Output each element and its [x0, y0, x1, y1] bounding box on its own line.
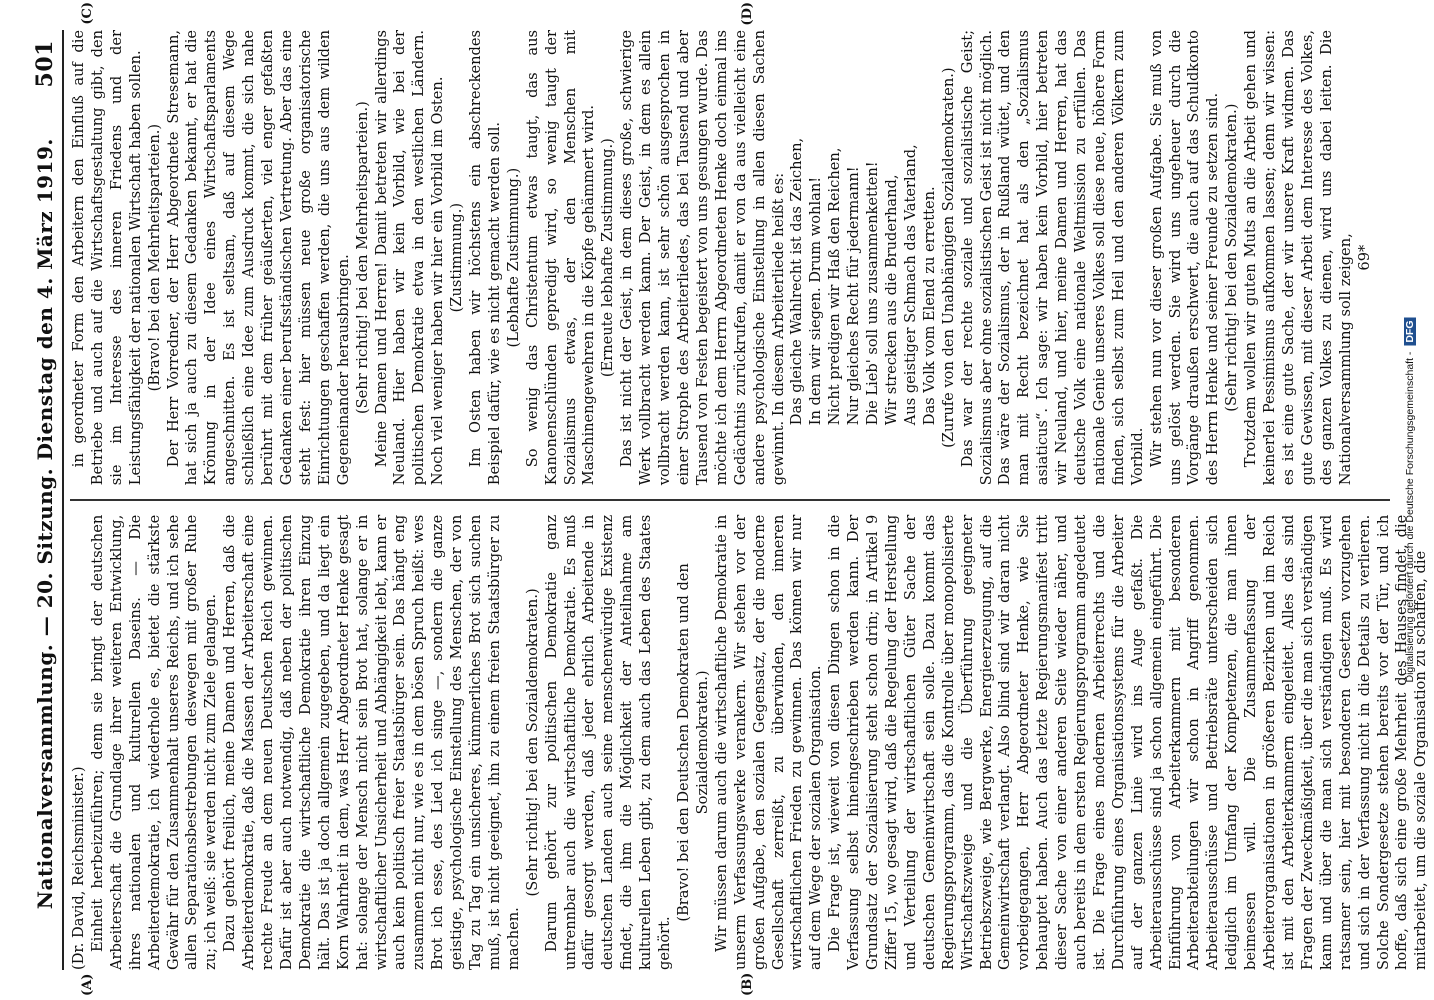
paragraph: So wenig das Christentum etwas taugt, das aus Kanonenschlünden gepredigt wird, so wenig taugt der Sozialismus etwas, der den Menschen mit Maschinengewehren in die Köpfe gehämmert wird.	[523, 30, 598, 486]
scanned-page	[20, 0, 1430, 1000]
digitization-note	[1404, 0, 1430, 1000]
dfg-logo: DFG	[1404, 317, 1416, 345]
paragraph: Meine Damen und Herren! Damit betreten wir allerdings Neuland. Hier haben wir kein Vorbild, wie bei der politischen Demokratie etwa in den westlichen Ländern. Noch viel weniger haben wir hier ein Vorbild im Osten.	[372, 30, 447, 486]
right-paragraphs	[70, 30, 788, 485]
paragraph: Wir stehen nun vor dieser großen Aufgabe. Sie muß von uns gelöst werden. Sie wird uns ungeheuer durch die Vorgänge draußen erschwert, die auch auf das Schuldkonto des Herrn Henke und seiner Freunde zu setzen sind.	[1147, 30, 1222, 486]
paragraph: Im Osten haben wir höchstens ein abschreckendes Beispiel dafür, wie es nicht gemacht werden soll.	[467, 30, 503, 486]
interjection: (Sehr richtig! bei den Sozialdemokraten.)	[1223, 103, 1241, 412]
paragraph: Einheit herbeizuführen; denn sie bringt der deutschen Arbeiterschaft die Grundlage ihrer weiteren Entwicklung, ihres nationalen und kulturellen Daseins. — Die Arbeiterdemokratie, ich wiederhole es, bietet die stärkste Gewähr für den Zusammenhalt unseres Reichs, und ich sehe allen Separationsbestrebungen deswegen mit großer Ruhe zu; ich weiß: sie werden nicht zum Ziele gelangen.	[88, 514, 220, 970]
paragraph: Trotzdem wollen wir guten Muts an die Arbeit gehen und keinerlei Pessimismus aufkommen lassen; denn wir wissen: es ist eine gute Sache, der wir unsere Kraft widmen. Das gute Gewissen, mit dieser Arbeit dem Interesse des Volkes, des ganzen Volkes zu dienen, wird uns dabei leiten. Die Nationalversammlung soll zeigen,	[1242, 30, 1354, 486]
paragraph: in geordneter Form den Arbeitern den Einfluß auf die Betriebe und auch auf die Wirtschaftsgestaltung gibt, den sie im Interesse des inneren Friedens und der Leistungsfähigkeit der nationalen Wirtschaft haben sollen.	[70, 30, 144, 486]
paragraph: Dazu gehört freilich, meine Damen und Herren, daß die Arbeiterdemokratie, daß die Massen der Arbeiterschaft eine rechte Freude an dem neuen Deutschen Reich gewinnen. Dafür ist aber auch notwendig, daß neben der politischen Demokratie die wirtschaftliche Demokratie ihren Einzug hält. Das ist ja doch allgemein zugegeben, und da liegt ein Korn Wahrheit in dem, was Herr Abgeordneter Henke gesagt hat: solange der Mensch nicht sein Brot hat, solange er in wirtschaftlicher Unsicherheit und Abhängigkeit lebt, kann er auch kein politisch freier Staatsbürger sein. Das hängt eng zusammen nicht nur, wie es in dem bösen Spruch heißt: wes Brot ich esse, des Lied ich singe —, sondern die ganze geistige, psychologische Einstellung des Menschen, der von Tag zu Tag ein unsicheres, kümmerliches Brot sich suchen muß, ist nicht geeignet, ihn zu einem freien Staatsbürger zu machen.	[221, 514, 522, 970]
margin-marker-d: (D)	[740, 2, 755, 26]
paragraph: Das ist nicht der Geist, in dem dieses große, schwierige Werk vollbracht werden kann. Der Geist, in dem es allein vollbracht werden kann, ist sehr schön ausgesprochen in einer Strophe des Arbeiterliedes, das bei Tausend und aber Tausend von Festen begeistert von uns gesungen wurde. Das möchte ich dem Herrn Abgeordneten Henke doch einmal ins Gedächtnis zurückrufen, damit er von da aus vielleicht eine andere psychologische Einstellung in allen diesen Sachen gewinnt. In diesem Arbeiterliede heißt es:	[618, 30, 787, 486]
interjection: (Zustimmung.)	[448, 202, 466, 313]
interjection: (Zurufe von den Unabhängigen Sozialdemokraten.)	[939, 67, 957, 448]
column-divider	[70, 499, 1390, 501]
header-title: Nationalversammlung. — 20. Sitzung. Dienstag den 4. März 1919.	[33, 138, 57, 910]
interjection: (Bravo! bei den Deutschen Demokraten und den Sozialdemokraten.)	[675, 563, 711, 922]
left-paragraphs	[89, 515, 1431, 970]
paragraph: Die Frage ist, wieweit von diesen Dingen schon in die Verfassung selbst hineingeschrieben werden kann. Der Grundsatz der Sozialisierung steht schon drin; in Artikel 9 Ziffer 15, wo gesagt wird, daß die Regelung der Herstellung und Verteilung der wirtschaftlichen Güter Sache der deutschen Gemeinwirtschaft sein solle. Dazu kommt das Regierungsprogramm, das die Kontrolle über monopolisierte Wirtschaftszweige und die Überführung geeigneter Betriebszweige, wie Bergwerke, Energieerzeugung, auf die Gemeinwirtschaft verlangt. Also blind sind wir daran nicht vorbeigegangen, Herr Abgeordneter Henke, wie Sie behauptet haben. Auch das letzte Regierungsmanifest tritt dieser Sache von einer anderen Seite wieder näher, und auch bereits in dem ersten Regierungsprogramm angedeutet ist. Die Frage eines modernen Arbeiterrechts und die Durchführung eines Organisationssystems für die Arbeiter auf der ganzen Linie wird ins Auge gefaßt. Die Arbeiterausschüsse sind ja schon allgemein eingeführt. Die Einführung von Arbeiterkammern mit besonderen Arbeiterabteilungen wir schon in Angriff genommen. Arbeiterausschüsse und Betriebsräte unterscheiden sich lediglich im Umfang der Kompetenzen, die man ihnen beimessen will. Die Zusammenfassung der Arbeiterorganisationen in größeren Bezirken und im Reich ist mit den Arbeiterkammern eingeleitet. Alles das sind Fragen der Zweckmäßigkeit, über die man sich verständigen kann und über die man sich verständigen muß. Es wird ratsamer sein, hier mit besonderen Gesetzen vorzugehen und sich in der Verfassung nicht in die Details zu verlieren. Solche Sondergesetze stehen bereits vor der Tür, und ich hoffe, daß sich eine große Mehrheit des Hauses findet, die mitarbeitet, um die soziale Organisation zu schaffen, die	[826, 514, 1430, 970]
poem-line: Das gleiche Wahlrecht ist das Zeichen,	[788, 137, 806, 426]
interjection: 69*	[1355, 244, 1373, 271]
poem	[788, 30, 939, 485]
poem-line: In dem wir siegen. Drum wohlan!	[807, 176, 825, 426]
poem-line: Nur gleiches Recht für jedermann!	[845, 166, 863, 426]
header-rule	[62, 30, 64, 970]
margin-marker-a: (A)	[80, 973, 95, 996]
poem-line: Aus geistiger Schmach das Vaterland,	[901, 144, 919, 426]
poem-line: Das Volk vom Elend zu erretten.	[920, 186, 938, 426]
paragraph: Das war der rechte soziale und sozialistische Geist; Sozialismus aber ohne sozialistischen Geist ist nicht möglich. Das wäre der Sozialismus, der in Rußland wütet, und den man mit Recht bezeichnet hat als den „Sozialismus asiaticus“. Ich sage: wir haben kein Vorbild, hier betreten wir Neuland, und hier, meine Damen und Herren, hat das deutsche Volk eine nationale Weltmission zu erfüllen. Das nationale Genie unseres Volkes soll diese neue, höhere Form finden, sich selbst zum Heil und den anderen Völkern zum Vorbild.	[958, 30, 1146, 486]
poem-line: Nicht predigen wir Haß den Reichen,	[826, 147, 844, 426]
paragraph: Wir müssen darum auch die wirtschaftliche Demokratie in unserm Verfassungswerke verankern. Wir stehen vor der großen Aufgabe, den sozialen Gegensatz, der die moderne Gesellschaft zerreißt, zu überwinden, den inneren wirtschaftlichen Frieden zu gewinnen. Das können wir nur auf dem Wege der sozialen Organisation.	[712, 514, 825, 970]
interjection: (Bravo! bei den Mehrheitsparteien.)	[145, 123, 163, 392]
right-column	[70, 30, 1390, 485]
margin-marker-b: (B)	[740, 972, 755, 996]
interjection: (Sehr richtig! bei den Mehrheitsparteien.)	[353, 101, 371, 415]
speaker-note: (Dr. David, Reichsminister.)	[70, 766, 87, 970]
paragraph: Darum gehört zur politischen Demokratie ganz untrennbar auch die wirtschaftliche Demokratie. Es muß dafür gesorgt werden, daß jeder ehrlich Arbeitende in deutschen Landen auch seine menschenwürdige Existenz findet, die ihm die Möglichkeit der Anteilnahme am kulturellen Leben gibt, zu dem auch das Leben des Staates gehört.	[542, 514, 674, 970]
interjection: (Erneute lebhafte Zustimmung.)	[599, 138, 617, 378]
poem-line: Wir strecken aus die Bruderhand,	[882, 174, 900, 426]
poem-line: Die Lieb' soll uns zusammenketten!	[864, 161, 882, 426]
interjection: (Sehr richtig! bei den Sozialdemokraten.)	[523, 588, 541, 897]
interjection: (Lebhafte Zustimmung.)	[504, 167, 522, 348]
paragraph: Der Herr Vorredner, der Herr Abgeordnete Stresemann, hat sich ja auch zu diesem Gedanken bekannt, er hat die Krönung in der Idee eines Wirtschaftsparlaments angeschnitten. Es ist seltsam, daß auf diesem Wege schließlich eine Idee zum Ausdruck kommt, die sich nahe berührt mit dem früher geäußerten, viel enger gefaßten Gedanken einer berufsständischen Vertretung. Aber das eine steht fest: hier müssen neue große organisatorische Einrichtungen geschaffen werden, die uns aus dem wilden Gegeneinander herausbringen.	[164, 30, 352, 486]
page-number: 501	[32, 40, 58, 88]
digitization-note-text: Digitalisierung gefördert durch die Deutsche Forschungsgemeinschaft -	[1404, 351, 1416, 683]
margin-marker-c: (C)	[80, 2, 95, 25]
right-paragraphs-after	[940, 30, 1375, 485]
running-header	[30, 40, 60, 960]
